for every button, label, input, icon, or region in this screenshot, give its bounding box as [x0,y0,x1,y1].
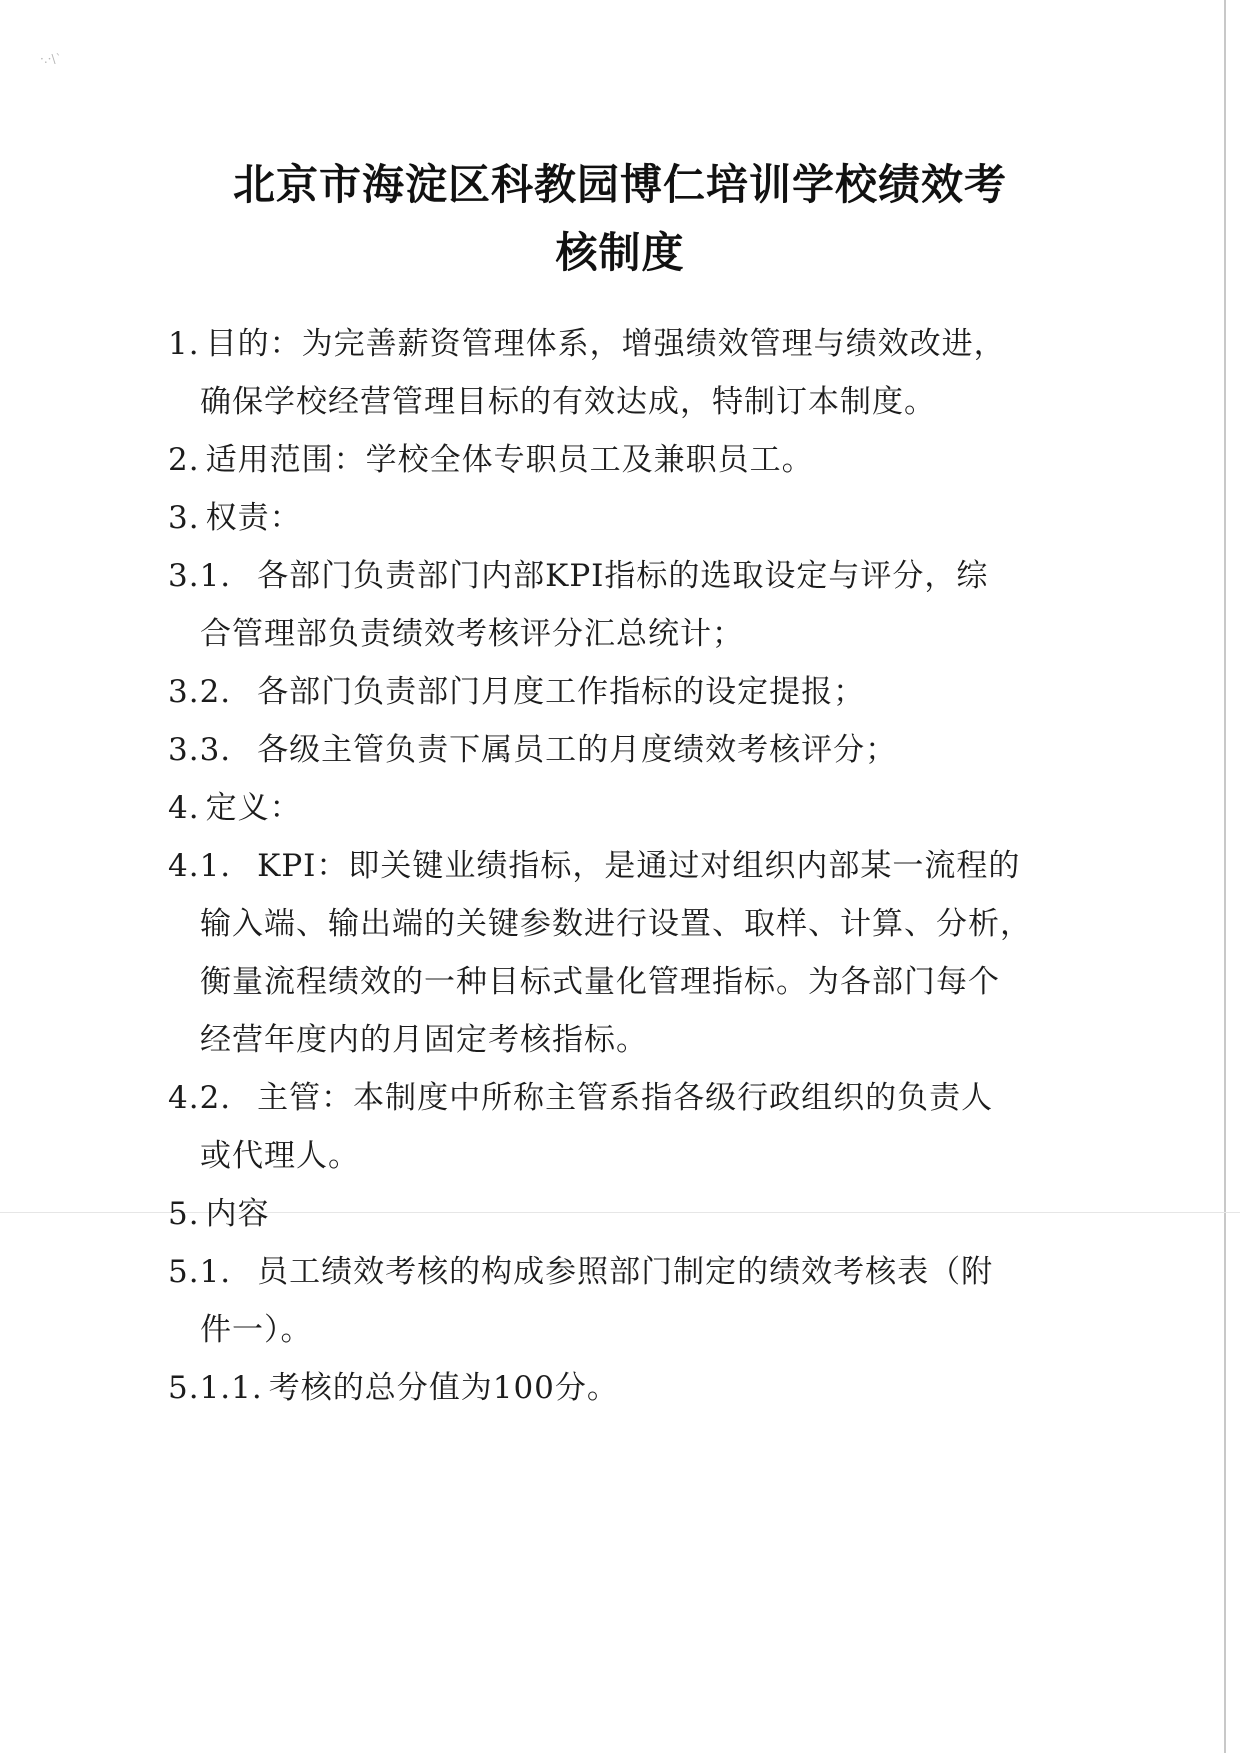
paragraph-text: 各部门负责部门内部KPI指标的选取设定与评分，综 [257,558,989,594]
paragraph-4-2 [168,1072,993,1117]
paragraph-1-continued [200,376,936,421]
paragraph-3-3 [168,724,897,769]
paragraph-number: 4.1. [168,848,232,884]
paragraph-number: 3.1. [168,558,232,594]
paragraph-5-1-1 [168,1362,619,1407]
document-title-line-1: 北京市海淀区科教园博仁培训学校绩效考 [232,160,1007,209]
paragraph-text: 各部门负责部门月度工作指标的设定提报； [257,674,866,710]
paragraph-4-2-continued [200,1130,360,1175]
paragraph-4-1-continued-2 [200,956,1000,1001]
paragraph-text: KPI：即关键业绩指标，是通过对组织内部某一流程的 [257,848,1021,884]
paragraph-text: 内容 [205,1196,270,1232]
paragraph-text: 各级主管负责下属员工的月度绩效考核评分； [257,732,898,768]
paragraph-number: 1. [168,326,200,362]
paragraph-5 [168,1188,270,1233]
paragraph-number: 4.2. [168,1080,232,1116]
paragraph-number: 5. [168,1196,200,1232]
scan-speck: ·.·\` [40,52,62,66]
paragraph-text: 主管：本制度中所称主管系指各级行政组织的负责人 [257,1080,994,1116]
paragraph-4 [168,782,302,827]
paragraph-number: 5.1. [168,1254,232,1290]
paragraph-number: 3. [168,500,200,536]
paragraph-text: 考核的总分值为100分。 [268,1370,619,1406]
paragraph-3-1-continued [200,608,744,653]
paragraph-number: 3.3. [168,732,232,768]
paragraph-text: 或代理人。 [200,1138,360,1174]
paragraph-text: 目的：为完善薪资管理体系，增强绩效管理与绩效改进， [205,326,1006,362]
paragraph-4-1-continued-1 [200,898,1032,943]
paragraph-4-1 [168,840,1020,885]
paragraph-text: 衡量流程绩效的一种目标式量化管理指标。为各部门每个 [200,964,1000,1000]
paragraph-text: 员工绩效考核的构成参照部门制定的绩效考核表（附 [257,1254,994,1290]
document-title-line-2: 核制度 [555,228,685,277]
paragraph-text: 权责： [205,500,302,536]
paragraph-5-1-continued [200,1304,313,1349]
paragraph-number: 5.1.1. [168,1370,263,1406]
paragraph-number: 4. [168,790,200,826]
paragraph-text: 确保学校经营管理目标的有效达成，特制订本制度。 [200,384,936,420]
paragraph-text: 输入端、输出端的关键参数进行设置、取样、计算、分析， [200,906,1032,942]
paragraph-3-2 [168,666,865,711]
paragraph-text: 适用范围：学校全体专职员工及兼职员工。 [205,442,814,478]
paragraph-text: 经营年度内的月固定考核指标。 [200,1022,648,1058]
paragraph-5-1 [168,1246,993,1291]
paragraph-3 [168,492,302,537]
paragraph-number: 3.2. [168,674,232,710]
paragraph-2 [168,434,814,479]
paragraph-1 [168,318,1006,363]
paragraph-4-1-continued-3 [200,1014,648,1059]
paragraph-3-1 [168,550,988,595]
paragraph-number: 2. [168,442,200,478]
paragraph-text: 合管理部负责绩效考核评分汇总统计； [200,616,744,652]
paragraph-text: 件一）。 [200,1312,313,1348]
paragraph-text: 定义： [205,790,302,826]
